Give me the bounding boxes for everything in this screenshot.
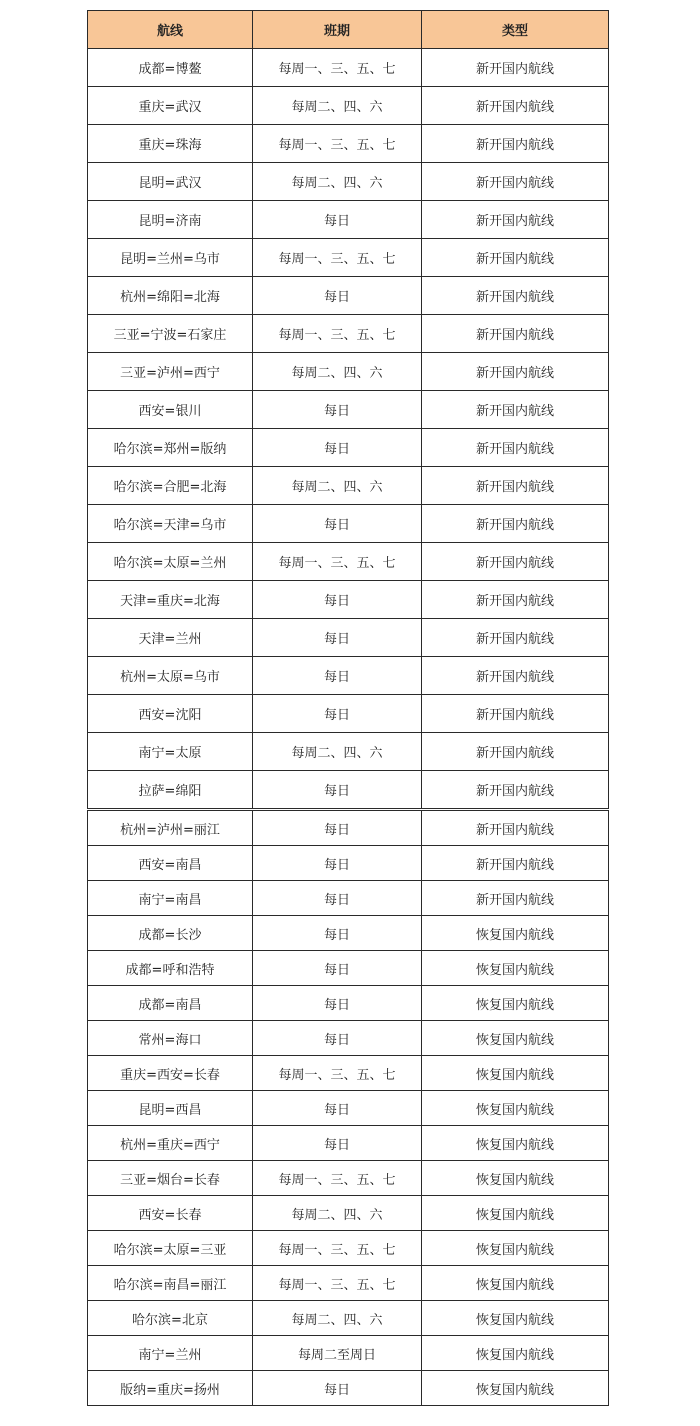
cell-type: 恢复国内航线	[422, 1371, 609, 1406]
cell-schedule: 每日	[253, 1371, 422, 1406]
table-row	[88, 619, 609, 657]
table-row	[88, 391, 609, 429]
cell-route: 西安=长春	[88, 1196, 253, 1231]
cell-type: 新开国内航线	[422, 733, 609, 771]
cell-route: 常州=海口	[88, 1021, 253, 1056]
table-row	[88, 543, 609, 581]
table-row	[88, 1231, 609, 1266]
cell-schedule: 每日	[253, 916, 422, 951]
cell-route: 成都=博鳌	[88, 49, 253, 87]
cell-type: 新开国内航线	[422, 695, 609, 733]
cell-route: 重庆=西安=长春	[88, 1056, 253, 1091]
cell-type: 新开国内航线	[422, 505, 609, 543]
cell-type: 新开国内航线	[422, 811, 609, 846]
route-table-part1	[87, 10, 609, 809]
cell-schedule: 每日	[253, 201, 422, 239]
cell-type: 新开国内航线	[422, 881, 609, 916]
cell-schedule: 每周二、四、六	[253, 353, 422, 391]
cell-route: 天津=兰州	[88, 619, 253, 657]
cell-route: 杭州=重庆=西宁	[88, 1126, 253, 1161]
table-row	[88, 1056, 609, 1091]
cell-type: 恢复国内航线	[422, 1091, 609, 1126]
cell-schedule: 每日	[253, 429, 422, 467]
table-row	[88, 353, 609, 391]
cell-schedule: 每日	[253, 1021, 422, 1056]
table-row	[88, 429, 609, 467]
cell-type: 新开国内航线	[422, 467, 609, 505]
table-row	[88, 163, 609, 201]
cell-type: 恢复国内航线	[422, 1301, 609, 1336]
cell-schedule: 每日	[253, 951, 422, 986]
cell-type: 恢复国内航线	[422, 1056, 609, 1091]
cell-type: 新开国内航线	[422, 239, 609, 277]
table-row	[88, 315, 609, 353]
table-row	[88, 239, 609, 277]
cell-type: 新开国内航线	[422, 353, 609, 391]
cell-schedule: 每日	[253, 619, 422, 657]
table-row	[88, 1021, 609, 1056]
table-row	[88, 846, 609, 881]
cell-schedule: 每日	[253, 391, 422, 429]
table-row	[88, 811, 609, 846]
cell-schedule: 每周二、四、六	[253, 87, 422, 125]
cell-route: 南宁=南昌	[88, 881, 253, 916]
cell-route: 三亚=烟台=长春	[88, 1161, 253, 1196]
cell-schedule: 每周二、四、六	[253, 1196, 422, 1231]
cell-type: 新开国内航线	[422, 846, 609, 881]
cell-schedule: 每日	[253, 505, 422, 543]
cell-type: 新开国内航线	[422, 125, 609, 163]
cell-route: 南宁=太原	[88, 733, 253, 771]
cell-route: 杭州=绵阳=北海	[88, 277, 253, 315]
cell-route: 杭州=泸州=丽江	[88, 811, 253, 846]
table-row	[88, 1301, 609, 1336]
cell-route: 哈尔滨=太原=三亚	[88, 1231, 253, 1266]
table-row	[88, 1196, 609, 1231]
cell-route: 三亚=泸州=西宁	[88, 353, 253, 391]
cell-schedule: 每周二至周日	[253, 1336, 422, 1371]
cell-schedule: 每日	[253, 881, 422, 916]
cell-route: 西安=南昌	[88, 846, 253, 881]
cell-type: 恢复国内航线	[422, 1126, 609, 1161]
cell-type: 新开国内航线	[422, 581, 609, 619]
cell-type: 恢复国内航线	[422, 1161, 609, 1196]
table-header-row	[88, 11, 609, 49]
cell-route: 三亚=宁波=石家庄	[88, 315, 253, 353]
cell-schedule: 每周一、三、五、七	[253, 1266, 422, 1301]
table-row	[88, 951, 609, 986]
cell-route: 成都=南昌	[88, 986, 253, 1021]
cell-schedule: 每周二、四、六	[253, 733, 422, 771]
cell-type: 新开国内航线	[422, 429, 609, 467]
cell-schedule: 每周二、四、六	[253, 1301, 422, 1336]
table-row	[88, 695, 609, 733]
cell-route: 杭州=太原=乌市	[88, 657, 253, 695]
cell-schedule: 每日	[253, 811, 422, 846]
cell-route: 哈尔滨=天津=乌市	[88, 505, 253, 543]
cell-schedule: 每周一、三、五、七	[253, 1056, 422, 1091]
cell-schedule: 每日	[253, 771, 422, 809]
cell-route: 哈尔滨=太原=兰州	[88, 543, 253, 581]
cell-type: 新开国内航线	[422, 315, 609, 353]
cell-type: 恢复国内航线	[422, 986, 609, 1021]
cell-schedule: 每日	[253, 277, 422, 315]
table-row	[88, 1371, 609, 1406]
cell-schedule: 每日	[253, 986, 422, 1021]
cell-type: 恢复国内航线	[422, 1266, 609, 1301]
cell-route: 西安=银川	[88, 391, 253, 429]
cell-route: 重庆=武汉	[88, 87, 253, 125]
cell-route: 昆明=兰州=乌市	[88, 239, 253, 277]
cell-type: 恢复国内航线	[422, 1196, 609, 1231]
cell-schedule: 每周一、三、五、七	[253, 1161, 422, 1196]
header-schedule: 班期	[253, 11, 422, 49]
cell-type: 恢复国内航线	[422, 951, 609, 986]
cell-schedule: 每周一、三、五、七	[253, 1231, 422, 1266]
table-row	[88, 657, 609, 695]
cell-route: 昆明=济南	[88, 201, 253, 239]
cell-type: 恢复国内航线	[422, 916, 609, 951]
cell-type: 新开国内航线	[422, 771, 609, 809]
cell-route: 哈尔滨=合肥=北海	[88, 467, 253, 505]
table-row	[88, 467, 609, 505]
header-type: 类型	[422, 11, 609, 49]
cell-schedule: 每日	[253, 695, 422, 733]
cell-schedule: 每周一、三、五、七	[253, 543, 422, 581]
cell-schedule: 每周一、三、五、七	[253, 49, 422, 87]
cell-type: 新开国内航线	[422, 543, 609, 581]
cell-type: 恢复国内航线	[422, 1021, 609, 1056]
cell-route: 成都=长沙	[88, 916, 253, 951]
cell-schedule: 每日	[253, 1091, 422, 1126]
table-row	[88, 733, 609, 771]
cell-route: 南宁=兰州	[88, 1336, 253, 1371]
table-row	[88, 49, 609, 87]
table-row	[88, 201, 609, 239]
table-row	[88, 916, 609, 951]
cell-type: 新开国内航线	[422, 619, 609, 657]
table-row	[88, 581, 609, 619]
cell-route: 拉萨=绵阳	[88, 771, 253, 809]
cell-route: 哈尔滨=郑州=版纳	[88, 429, 253, 467]
table-row	[88, 986, 609, 1021]
cell-schedule: 每周二、四、六	[253, 467, 422, 505]
table-row	[88, 771, 609, 809]
cell-type: 新开国内航线	[422, 391, 609, 429]
cell-route: 昆明=西昌	[88, 1091, 253, 1126]
cell-schedule: 每日	[253, 846, 422, 881]
cell-schedule: 每日	[253, 657, 422, 695]
table-row	[88, 1266, 609, 1301]
cell-type: 恢复国内航线	[422, 1231, 609, 1266]
cell-route: 西安=沈阳	[88, 695, 253, 733]
cell-route: 重庆=珠海	[88, 125, 253, 163]
table-row	[88, 881, 609, 916]
cell-type: 新开国内航线	[422, 201, 609, 239]
cell-type: 新开国内航线	[422, 657, 609, 695]
cell-schedule: 每周一、三、五、七	[253, 239, 422, 277]
table-row	[88, 1091, 609, 1126]
cell-route: 天津=重庆=北海	[88, 581, 253, 619]
cell-route: 哈尔滨=北京	[88, 1301, 253, 1336]
table-row	[88, 125, 609, 163]
cell-schedule: 每日	[253, 1126, 422, 1161]
cell-route: 昆明=武汉	[88, 163, 253, 201]
cell-type: 新开国内航线	[422, 277, 609, 315]
table-row	[88, 87, 609, 125]
table-row	[88, 1126, 609, 1161]
cell-type: 新开国内航线	[422, 163, 609, 201]
table-row	[88, 1161, 609, 1196]
table-row	[88, 1336, 609, 1371]
cell-schedule: 每日	[253, 581, 422, 619]
cell-type: 恢复国内航线	[422, 1336, 609, 1371]
table-row	[88, 277, 609, 315]
route-table-part2	[87, 810, 609, 1406]
cell-type: 新开国内航线	[422, 49, 609, 87]
cell-type: 新开国内航线	[422, 87, 609, 125]
header-route: 航线	[88, 11, 253, 49]
cell-route: 版纳=重庆=扬州	[88, 1371, 253, 1406]
cell-route: 哈尔滨=南昌=丽江	[88, 1266, 253, 1301]
cell-schedule: 每周一、三、五、七	[253, 315, 422, 353]
table-row	[88, 505, 609, 543]
cell-schedule: 每周二、四、六	[253, 163, 422, 201]
cell-route: 成都=呼和浩特	[88, 951, 253, 986]
cell-schedule: 每周一、三、五、七	[253, 125, 422, 163]
